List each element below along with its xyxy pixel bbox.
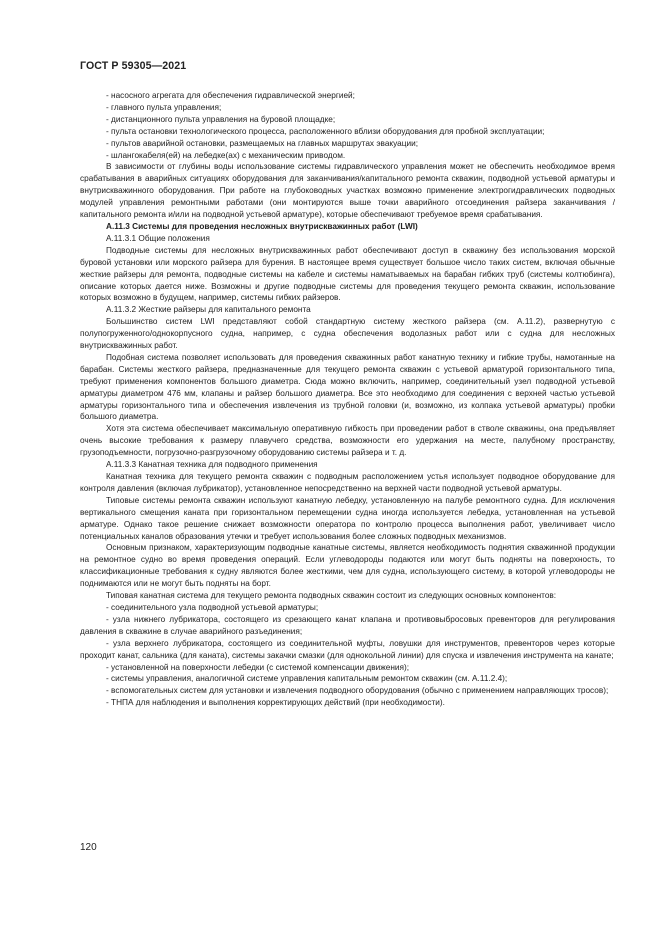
paragraph: - пультов аварийной остановки, размещаемых на главных маршрутах эвакуации;: [106, 138, 418, 148]
page-number: 120: [80, 842, 97, 853]
paragraph: Канатная техника для текущего ремонта скважин с подводным расположением устья использует подводное оборудование для контроля давления (включая лубрикатор), установленное непосредственно на верхней части подводной устьевой арматуры.: [80, 472, 615, 493]
page-body: [80, 90, 615, 709]
page-header: ГОСТ Р 59305—2021: [80, 60, 187, 72]
paragraph: А.11.3.2 Жесткие райзеры для капитального ремонта: [106, 305, 311, 315]
paragraph: В зависимости от глубины воды использование системы гидравлического управления может не обеспечить необходимое время срабатывания в аварийных ситуациях оборудования для заканчивания/капитального ремонта скважин, подводной устьевой арматуры и внутрискважинного оборудования. При работе на глубоководных участках возможно применение электрогидравлических подводных модулей управления ремонтными работами (они монтируются выше точки аварийного отсоединения райзера заканчивания / капитального ремонта и/или на подводной устьевой арматуре), которые обеспечивают требуемое время срабатывания.: [80, 162, 615, 220]
paragraph: Хотя эта система обеспечивает максимальную оперативную гибкость при проведении работ в стволе скважины, она предъявляет очень высокие требования к размеру плавучего средства, возможности его удержания на месте, палубному пространству, грузоподъемности, погрузочно-разгрузочному оборудованию системы райзера и т. д.: [80, 424, 615, 458]
paragraph: - вспомогательных систем для установки и извлечения подводного оборудования (обычно с применением направляющих тросов);: [106, 686, 609, 696]
paragraph: Большинство систем LWI представляют собой стандартную систему жесткого райзера (см. А.11.2), развернутую с полупогруженного/однокорпусного судна, например, с судна обеспечения водолазных работ или с судна для несложных внутрискважинных работ.: [80, 317, 615, 351]
paragraph: - ТНПА для наблюдения и выполнения корректирующих действий (при необходимости).: [106, 698, 445, 708]
paragraph: Подобная система позволяет использовать для проведения скважинных работ канатную технику и гибкие трубы, намотанные на барабан. Системы жесткого райзера, предназначенные для текущего ремонта скважин с устьевой арматурой горизонтального типа, требуют применения компонентов большого диаметра. Сюда можно включить, например, соединительный узел подводной устьевой арматуры диаметром 476 мм, клапаны и райзер большого диаметра. Все это необходимо для соединения с верхней частью устьевой арматуры горизонтального типа и обеспечения извлечения из трубной головки (и, возможно, из колпака устьевой арматуры) пробки большого диаметра.: [80, 352, 615, 422]
paragraph: - установленной на поверхности лебедки (с системой компенсации движения);: [106, 662, 409, 672]
paragraph: Типовая канатная система для текущего ремонта подводных скважин состоит из следующих основных компонентов:: [106, 591, 557, 601]
paragraph: - главного пульта управления;: [106, 102, 222, 112]
paragraph: Типовые системы ремонта скважин используют канатную лебедку, установленную на палубе ремонтного судна. Для исключения вертикального смещения каната при горизонтальном перемещении судна иногда используется лебедка, установленная на устьевой арматуре. Однако такое решение снижает возможности оператора по контролю процесса выполнения работ, увеличивает число потенциальных каналов образования утечки и требует использования более сложных подводных механизмов.: [80, 495, 615, 541]
paragraph: - насосного агрегата для обеспечения гидравлической энергией;: [106, 91, 355, 100]
paragraph: Основным признаком, характеризующим подводные канатные системы, является необходимость поднятия скважинной продукции на ремонтное судно во время проведения операций. Если углеводороды подаются или могут быть подняты на поверхность, то классификационные требования к судну являются более жесткими, чем для судна, использующего систему, в которой углеводороды не поднимаются или не могут быть подняты на борт.: [80, 543, 615, 589]
paragraph: А.11.3.1 Общие положения: [106, 233, 210, 243]
section-heading: А.11.3 Системы для проведения несложных внутрискважинных работ (LWI): [106, 221, 418, 231]
paragraph: - пульта остановки технологического процесса, расположенного вблизи оборудования для пробной эксплуатации;: [106, 126, 545, 136]
paragraph: - системы управления, аналогичной системе управления капитальным ремонтом скважин (см. А.11.2.4);: [106, 674, 508, 684]
paragraph: Подводные системы для несложных внутрискважинных работ обеспечивают доступ в скважину без использования морской буровой установки или морского райзера для бурения. В настоящее время существует большое число таких систем, включая обычные жесткие райзеры для ремонта, подводные системы на кабеле и системы наматываемых на барабан гибких труб (системы колтюбинга), описание которых дается ниже. Возможны и другие подводные системы для проведения текущего ремонта скважин, использование которых возможно в будущем, например, системы гибких райзеров.: [80, 245, 615, 303]
paragraph: - узла верхнего лубрикатора, состоящего из соединительной муфты, ловушки для инструментов, превенторов через которые проходит канат, сальника (для каната), системы закачки смазки (для однокольной линии) для спуска и извлечения инструмента на канате;: [80, 638, 615, 660]
paragraph: - шлангокабеля(ей) на лебедке(ах) с механическим приводом.: [106, 150, 346, 160]
paragraph: - соединительного узла подводной устьевой арматуры;: [106, 602, 319, 612]
paragraph: А.11.3.3 Канатная техника для подводного применения: [106, 460, 318, 470]
paragraph: - узла нижнего лубрикатора, состоящего из срезающего канат клапана и противовыбросовых превенторов для регулирования давления в скважине в случае аварийного разъединения;: [80, 614, 615, 636]
paragraph: - дистанционного пульта управления на буровой площадке;: [106, 114, 336, 124]
